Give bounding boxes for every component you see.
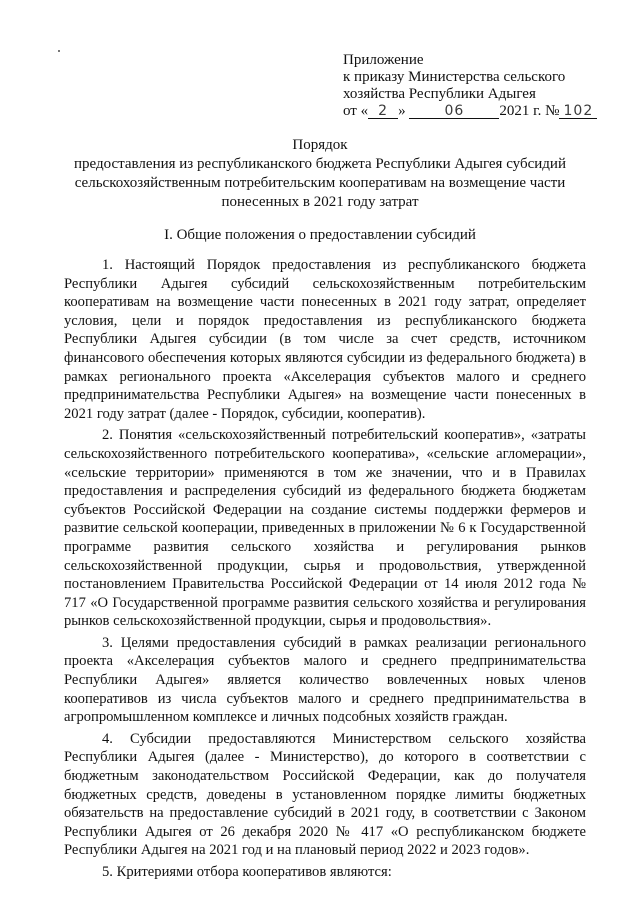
- annex-date-line: [343, 103, 613, 120]
- annex-ministry-line: хозяйства Республики Адыгея: [343, 86, 536, 102]
- section-heading: I. Общие положения о предоставлении субсидий: [164, 227, 476, 243]
- annex-title: Приложение: [343, 52, 424, 68]
- annex-order-line: к приказу Министерства сельского: [343, 69, 566, 85]
- document-title: Порядок: [292, 137, 348, 153]
- paragraph-3: 3. Целями предоставления субсидий в рамках реализации регионального проекта «Акселерация субъектов малого и среднего предпринимательства Республики Адыгея» является количество вовлеченных новых членов кооперативов из числа субъектов малого и среднего предпринимательства в агропромышленном комплексе и личных подсобных хозяйств граждан.: [64, 634, 586, 726]
- date-day-field: [368, 104, 398, 119]
- scan-speck: [58, 50, 60, 52]
- document-subtitle: предоставления из республиканского бюджета Республики Адыгея субсидий сельскохозяйственным потребительским кооперативам на возмещение части понесенных в 2021 году затрат: [74, 156, 566, 210]
- date-close-quote: »: [398, 103, 406, 119]
- date-month-field: [409, 104, 499, 119]
- date-day-value: 2: [378, 103, 389, 119]
- document-body: [64, 256, 586, 885]
- paragraph-2: 2. Понятия «сельскохозяйственный потребительский кооператив», «затраты сельскохозяйственного потребительского кооператива», «сельские агломерации», «сельские территории» применяются в том же значении, что и в Правилах предоставления и распределения субсидий из федерального бюджета бюджетам субъектов Российской Федерации на создание системы поддержки фермеров и развитие сельской кооперации, приведенных в приложении № 6 к Государственной программе развития сельского хозяйства и регулирования рынков сельскохозяйственной продукции, сырья и продовольствия, утвержденной постановлением Правительства Российской Федерации от 14 июля 2012 года № 717 «О Государственной программе развития сельского хозяйства и регулирования рынков сельскохозяйственной продукции, сырья и продовольствия».: [64, 427, 586, 630]
- order-number-field: [559, 104, 597, 119]
- annex-block: [343, 52, 613, 120]
- date-year-text: 2021 г. №: [499, 103, 560, 119]
- date-prefix: от «: [343, 103, 369, 119]
- paragraph-1: 1. Настоящий Порядок предоставления из республиканского бюджета Республики Адыгея субсидий сельскохозяйственным потребительским кооперативам на возмещение части понесенных в 2021 году затрат, определяет условия, цели и порядок предоставления из республиканского бюджета Республики Адыгея субсидии (в том числе за счет средств, источником финансового обеспечения которых являются субсидии из федерального бюджета) в рамках регионального проекта «Акселерация субъектов малого и среднего предпринимательства Республики Адыгея» на возмещение части понесенных в 2021 году затрат (далее - Порядок, субсидии, кооператив).: [64, 257, 586, 422]
- order-number-value: 102: [563, 103, 594, 119]
- paragraph-5: 5. Критериями отбора кооперативов являются:: [102, 864, 392, 880]
- date-month-value: 06: [444, 103, 465, 119]
- paragraph-4: 4. Субсидии предоставляются Министерством сельского хозяйства Республики Адыгея (далее - Министерство), до которого в соответствии с бюджетным законодательством Российской Федерации, как до получателя бюджетных средств, доведены в установленном порядке лимиты бюджетных обязательств на предоставление субсидий в 2021 году, в соответствии с Законом Республики Адыгея от 26 декабря 2020 № 417 «О республиканском бюджете Республики Адыгея на 2021 год и на плановый период 2022 и 2023 годов».: [64, 730, 586, 859]
